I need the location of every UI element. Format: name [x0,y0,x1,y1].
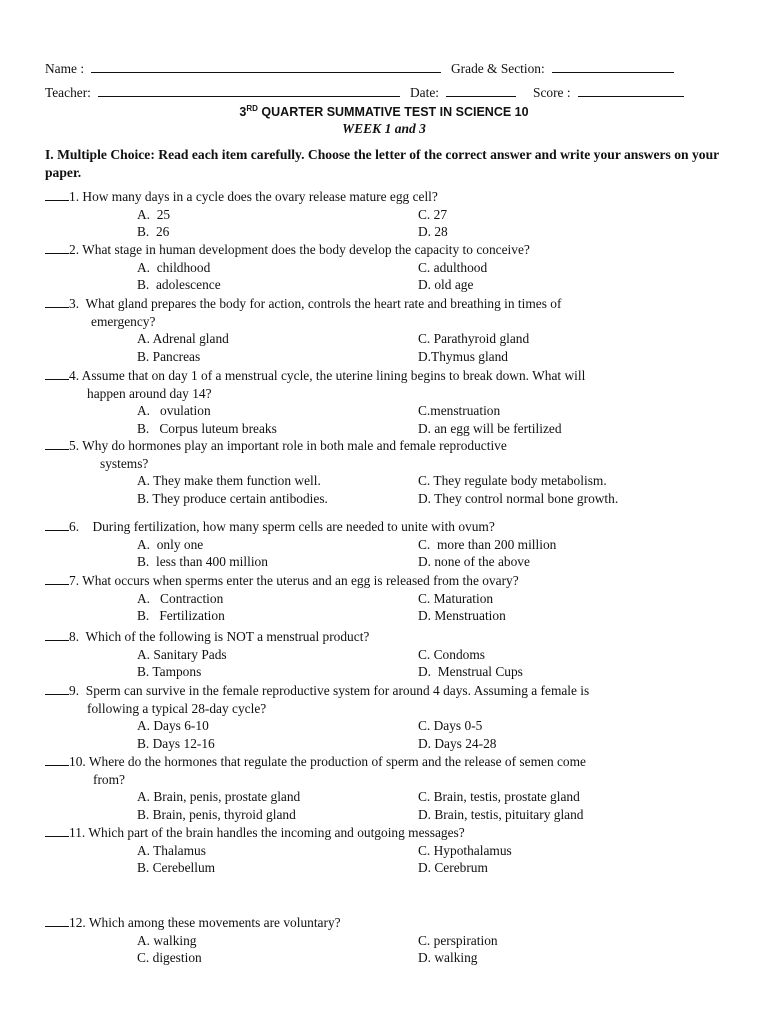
answer-option: D. Menstruation [418,608,506,623]
question-text: Which part of the brain handles the incoming and outgoing messages? [85,825,465,840]
answer-option: A. walking [137,932,197,948]
answer-option: B. Cerebellum [137,860,216,875]
answer-blank[interactable] [45,367,69,380]
answer-option: A. childhood [137,259,211,275]
question-item [45,367,585,384]
question-text-continued: systems? [100,455,149,471]
name-blank[interactable] [91,60,441,73]
question-number: 2. [69,242,80,257]
answer-blank[interactable] [45,572,69,585]
question-number: 7. [69,573,80,588]
answer-option: B. Pancreas [137,348,201,364]
answer-option: C. Days 0-5 [418,718,483,733]
answer-option: C. 27 [418,206,448,222]
answer-option: C. more than 200 million [418,536,557,552]
answer-option: B. 26 [137,224,170,239]
question-item [45,753,586,770]
question-text: Which of the following is NOT a menstrual product? [79,629,370,644]
question-text: What stage in human development does the body develop the capacity to conceive? [79,242,530,257]
question-text: Why do hormones play an important role in both male and female reproductive [79,438,507,453]
answer-blank[interactable] [45,241,69,254]
question-number: 11. [69,825,86,840]
answer-blank[interactable] [45,914,69,927]
date-blank[interactable] [446,84,516,97]
question-item [45,518,495,535]
teacher-label: Teacher: [45,85,91,100]
answer-option: A. Adrenal gland [137,331,229,346]
question-number: 5. [69,438,80,453]
answer-blank[interactable] [45,295,69,308]
question-text-continued: emergency? [91,313,156,329]
answer-option: D. Brain, testis, pituitary gland [418,806,584,822]
question-text: Which among these movements are voluntary? [85,915,341,930]
answer-blank[interactable] [45,682,69,695]
question-text: Assume that on day 1 of a menstrual cycle, the uterine lining begins to break down. What will [79,368,586,383]
question-item [45,437,507,454]
question-text: What occurs when sperms enter the uterus and an egg is released from the ovary? [79,573,519,588]
question-number: 1. [69,189,80,204]
answer-option: C. digestion [137,950,202,965]
answer-blank[interactable] [45,628,69,641]
instructions: I. Multiple Choice: Read each item carefully. Choose the letter of the correct answer and write your answers on your paper. [45,147,719,180]
question-item [45,572,519,589]
question-number: 9. [69,683,80,698]
answer-option: B. Corpus luteum breaks [137,420,277,436]
question-text-continued: happen around day 14? [87,385,212,401]
date-row [410,84,516,101]
answer-blank[interactable] [45,437,69,450]
score-blank[interactable] [578,84,684,97]
name-row [45,60,441,77]
answer-option: B. less than 400 million [137,554,268,569]
answer-blank[interactable] [45,518,69,531]
question-item [45,824,465,841]
question-item [45,241,530,258]
grade-blank[interactable] [552,60,674,73]
answer-option: C. Parathyroid gland [418,331,530,346]
grade-label: Grade & Section: [451,61,545,76]
question-text: Where do the hormones that regulate the production of sperm and the release of semen come [85,754,586,769]
answer-option: D. Menstrual Cups [418,664,523,679]
answer-option: C.menstruation [418,403,501,418]
answer-option: A. 25 [137,206,171,222]
answer-option: C. adulthood [418,259,488,275]
score-label: Score : [533,85,571,100]
question-text: Sperm can survive in the female reproductive system for around 4 days. Assuming a female is [79,683,590,698]
answer-option: C. Brain, testis, prostate gland [418,789,580,804]
answer-option: C. They regulate body metabolism. [418,473,607,488]
question-number: 4. [69,368,80,383]
answer-option: C. Maturation [418,590,494,606]
question-number: 12. [69,915,86,930]
teacher-row [45,84,400,101]
answer-option: D. Days 24-28 [418,735,497,751]
answer-option: C. perspiration [418,932,498,948]
answer-option: A. Brain, penis, prostate gland [137,789,301,804]
answer-option: D. Cerebrum [418,860,488,875]
name-label: Name : [45,61,85,76]
answer-option: D.Thymus gland [418,348,509,364]
answer-option: B. Brain, penis, thyroid gland [137,806,296,822]
question-text: During fertilization, how many sperm cells are needed to unite with ovum? [79,519,495,534]
answer-option: A. Contraction [137,590,224,606]
answer-option: B. Fertilization [137,608,225,623]
date-label: Date: [410,85,439,100]
grade-row [451,60,674,77]
answer-option: D. 28 [418,224,448,239]
score-row [533,84,684,101]
question-number: 8. [69,629,80,644]
answer-option: D. walking [418,950,478,965]
answer-option: D. old age [418,277,474,292]
answer-option: C. Hypothalamus [418,842,512,858]
teacher-blank[interactable] [98,84,400,97]
question-number: 10. [69,754,86,769]
answer-option: B. Tampons [137,664,202,679]
answer-option: D. They control normal bone growth. [418,490,619,506]
question-item [45,682,589,699]
answer-option: A. ovulation [137,403,211,418]
answer-option: A. only one [137,536,204,552]
question-item [45,628,369,645]
answer-option: D. none of the above [418,554,530,569]
answer-option: A. They make them function well. [137,473,321,488]
question-number: 6. [69,519,80,534]
page-title: 3RD QUARTER SUMMATIVE TEST IN SCIENCE 10 [239,104,529,119]
question-number: 3. [69,296,80,311]
question-text: What gland prepares the body for action, controls the heart rate and breathing in times of [79,296,562,311]
page-subtitle: WEEK 1 and 3 [342,121,426,136]
question-text-continued: following a typical 28-day cycle? [87,700,267,716]
answer-option: B. Days 12-16 [137,735,215,751]
question-item [45,914,341,931]
question-text-continued: from? [93,771,125,787]
answer-option: B. They produce certain antibodies. [137,490,328,506]
answer-option: A. Thalamus [137,842,206,858]
question-item [45,295,561,312]
answer-option: B. adolescence [137,277,221,292]
answer-blank[interactable] [45,753,69,766]
answer-blank[interactable] [45,824,69,837]
answer-option: A. Sanitary Pads [137,646,227,662]
question-text: How many days in a cycle does the ovary release mature egg cell? [79,189,438,204]
answer-option: A. Days 6-10 [137,718,209,733]
question-item [45,188,438,205]
answer-option: C. Condoms [418,646,485,662]
answer-blank[interactable] [45,188,69,201]
answer-option: D. an egg will be fertilized [418,420,562,436]
